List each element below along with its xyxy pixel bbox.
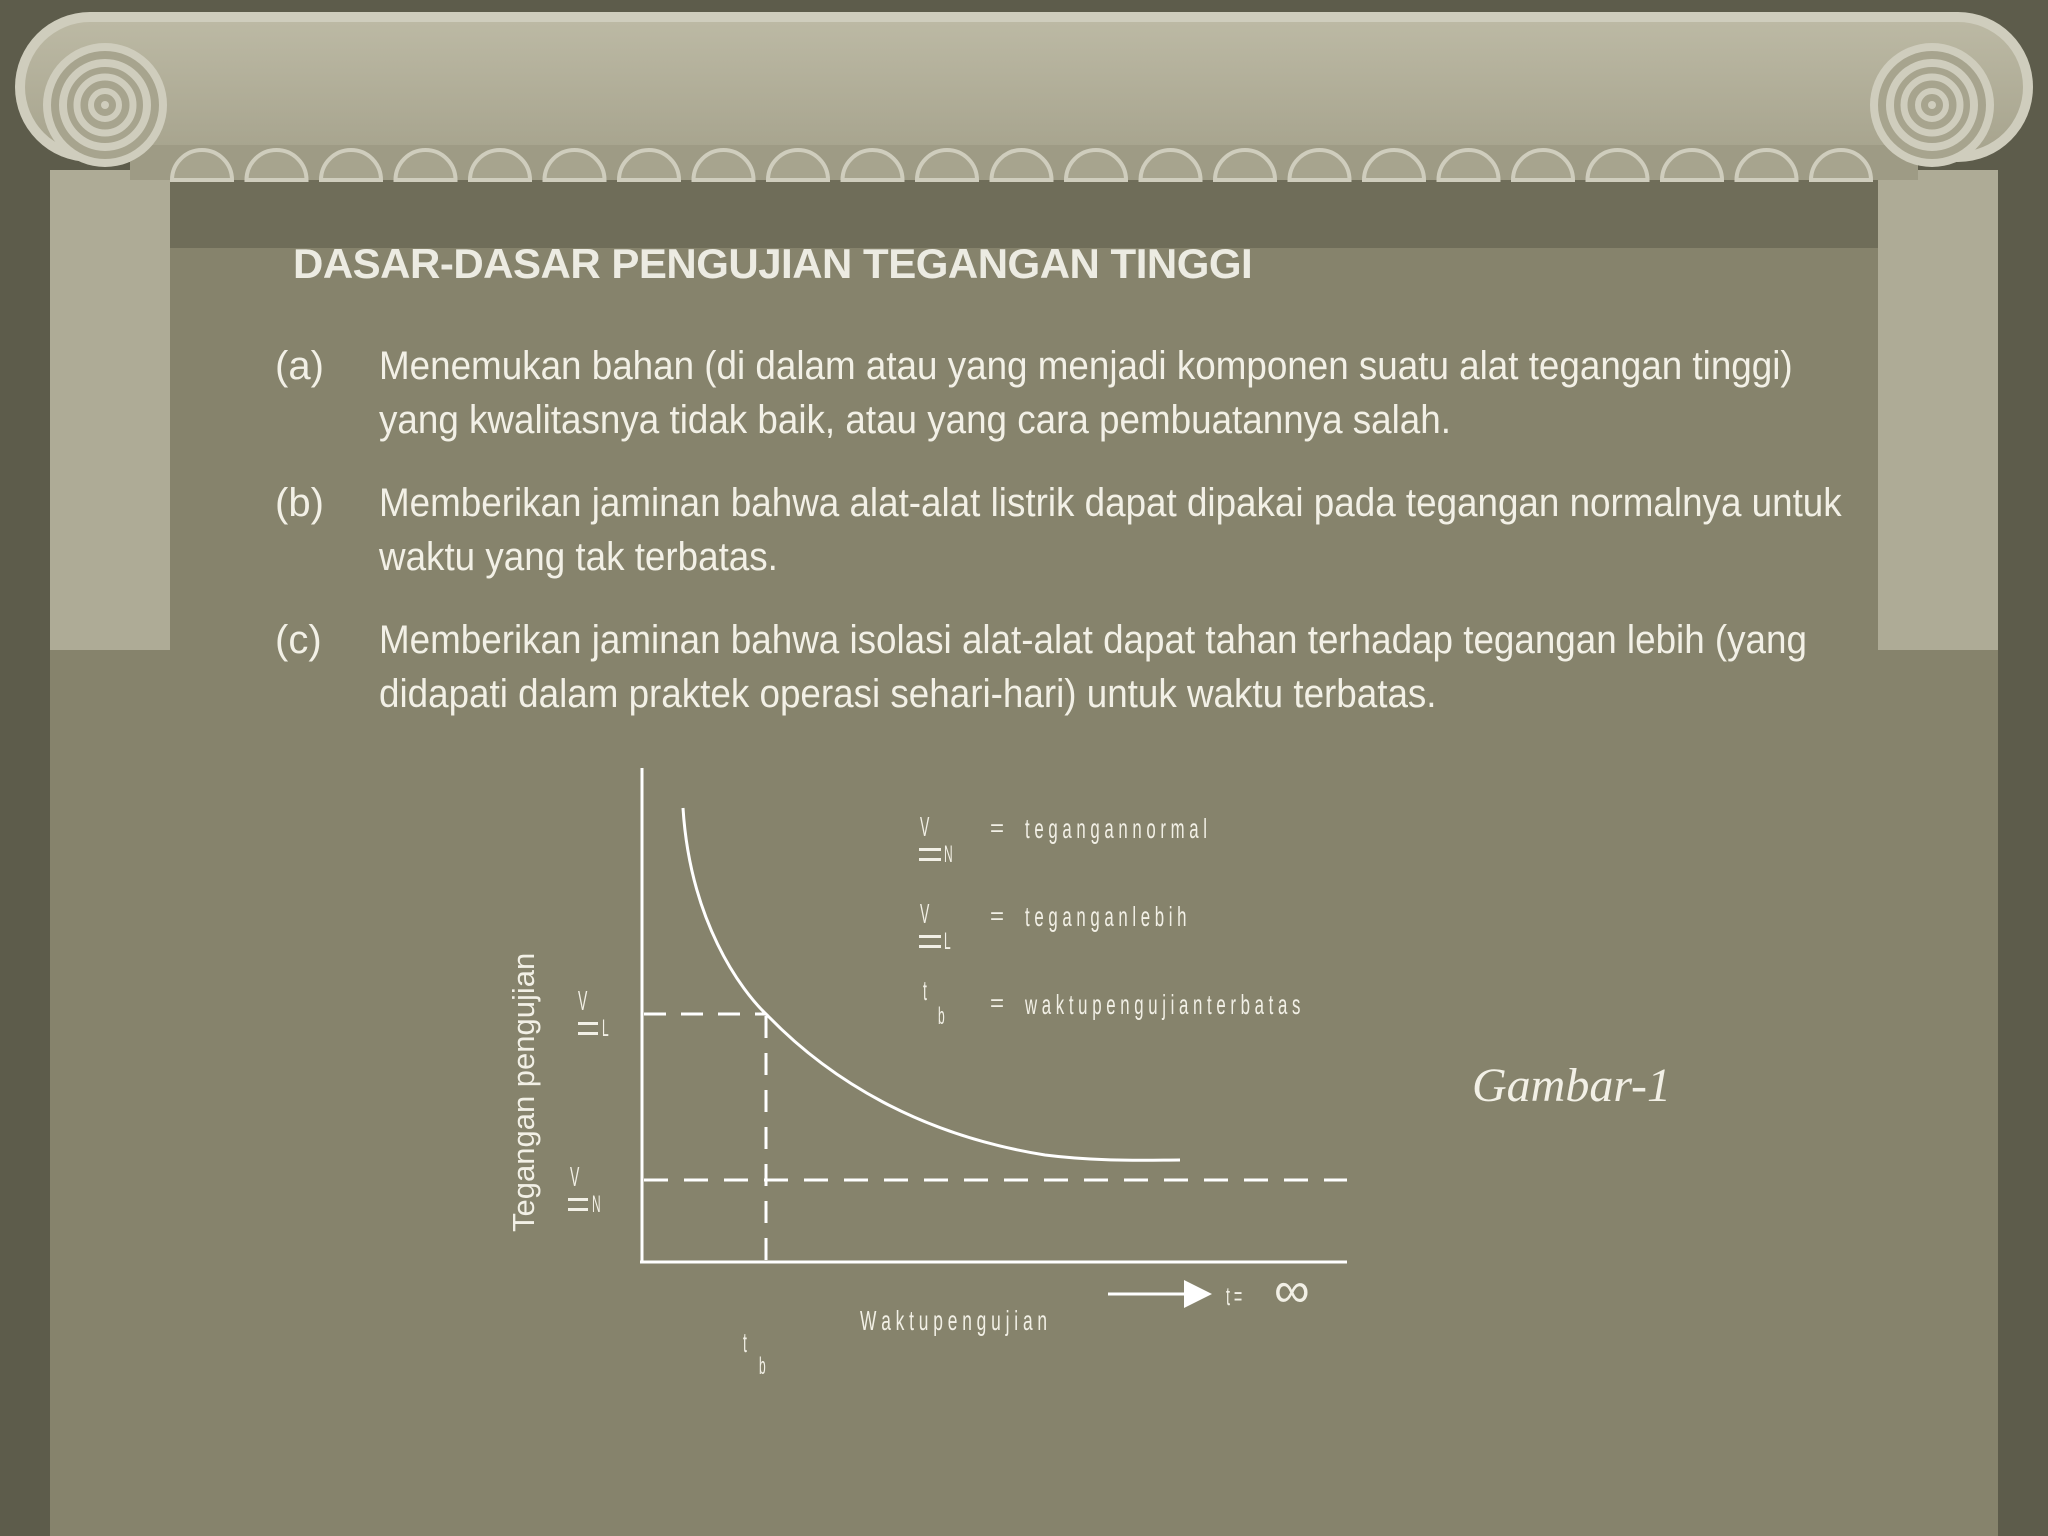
legend-vl-text: t e g a n g a n l e b i h <box>1025 900 1187 933</box>
item-b-line-2: waktu yang tak terbatas. <box>379 535 778 579</box>
infinity-symbol: ∞ <box>1274 1262 1310 1318</box>
legend-vl-main: V <box>920 897 930 930</box>
figure-legend <box>919 811 1300 1031</box>
vn-axis-label <box>568 1161 601 1219</box>
item-a-line-2: yang kwalitasnya tidak baik, atau yang cara pembuatannya salah. <box>379 398 1451 442</box>
legend-tb-equals: = <box>990 990 1005 1017</box>
item-c-line-2: didapati dalam praktek operasi sehari-hari) untuk waktu terbatas. <box>379 672 1437 716</box>
legend-tb-sub: b <box>938 1003 945 1031</box>
tb-sub: b <box>759 1353 766 1381</box>
item-a-line-1: Menemukan bahan (di dalam atau yang menjadi komponen suatu alat tegangan tinggi) <box>379 344 1793 388</box>
legend-vl-sub: L <box>944 928 951 956</box>
legend-item-vl <box>919 898 1187 956</box>
item-a-label: (a) <box>275 344 324 388</box>
legend-item-vn <box>919 811 1207 869</box>
tb-axis-label <box>743 1327 766 1381</box>
legend-vn-equals: = <box>990 815 1005 842</box>
legend-tb-main: t <box>923 974 927 1007</box>
vn-main: V <box>570 1160 580 1193</box>
legend-item-tb <box>923 975 1300 1031</box>
item-c-label: (c) <box>275 618 322 662</box>
legend-tb-text: w a k t u p e n g u j i a n t e r b a t a s <box>1025 988 1301 1021</box>
legend-vn-main: V <box>920 810 930 843</box>
item-b-label: (b) <box>275 481 324 525</box>
legend-vn-sub: N <box>944 841 953 869</box>
item-c-line-1: Memberikan jaminan bahwa isolasi alat-alat dapat tahan terhadap tegangan lebih (yang <box>379 618 1807 662</box>
item-b-line-1: Memberikan jaminan bahwa alat-alat listrik dapat dipakai pada tegangan normalnya untuk <box>379 481 1842 525</box>
vl-main: V <box>578 984 588 1017</box>
vn-sub: N <box>592 1191 601 1219</box>
t-equals-label: t = <box>1226 1282 1243 1312</box>
vl-sub: L <box>602 1015 609 1043</box>
tb-main: t <box>743 1326 747 1359</box>
time-arrow-head <box>1184 1280 1212 1308</box>
x-axis-label: W a k t u p e n g u j i a n <box>860 1304 1048 1337</box>
legend-vl-equals: = <box>990 903 1005 930</box>
y-axis-label: Tegangan pengujian <box>506 952 541 1232</box>
legend-vn-text: t e g a n g a n n o r m a l <box>1025 812 1208 845</box>
figure-caption: Gambar-1 <box>1472 1059 1672 1112</box>
slide-title: DASAR-DASAR PENGUJIAN TEGANGAN TINGGI <box>293 240 1253 287</box>
vl-axis-label <box>578 985 609 1043</box>
